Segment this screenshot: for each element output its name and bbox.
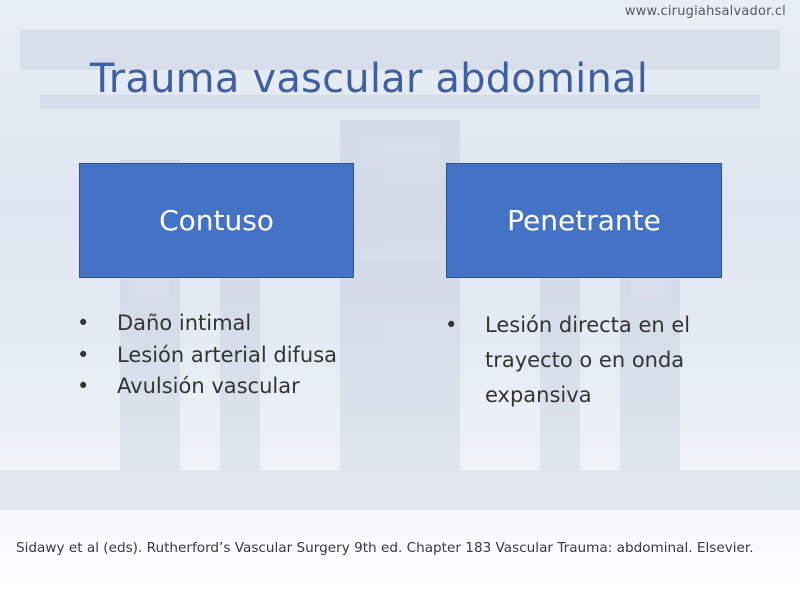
- list-item-text: Lesión directa en el trayecto o en onda expansiva: [485, 313, 691, 407]
- list-item: [77, 308, 337, 340]
- list-item-text: Lesión arterial difusa: [117, 342, 338, 367]
- bullet-icon: •: [77, 311, 90, 335]
- bullet-icon: •: [445, 313, 458, 337]
- penetrante-box: [446, 163, 722, 278]
- penetrante-bullet-list: [445, 308, 745, 413]
- bullet-icon: •: [77, 342, 90, 367]
- list-item: [445, 308, 745, 413]
- contuso-box-label: Contuso: [159, 204, 274, 237]
- list-item: [77, 340, 337, 372]
- contuso-bullet-list: [77, 308, 337, 403]
- slide-title: Trauma vascular abdominal: [90, 56, 649, 102]
- penetrante-box-label: Penetrante: [507, 204, 661, 237]
- contuso-box: [79, 163, 354, 278]
- website-watermark: www.cirugiahsalvador.cl: [624, 4, 786, 19]
- list-item-text: Avulsión vascular: [117, 374, 300, 398]
- list-item: [77, 371, 337, 403]
- citation-reference: Sidawy et al (eds). Rutherford’s Vascular Surgery 9th ed. Chapter 183 Vascular Trauma: abdominal. Elsevier.: [16, 540, 754, 556]
- bullet-icon: •: [77, 374, 90, 398]
- list-item-text: Daño intimal: [117, 311, 252, 335]
